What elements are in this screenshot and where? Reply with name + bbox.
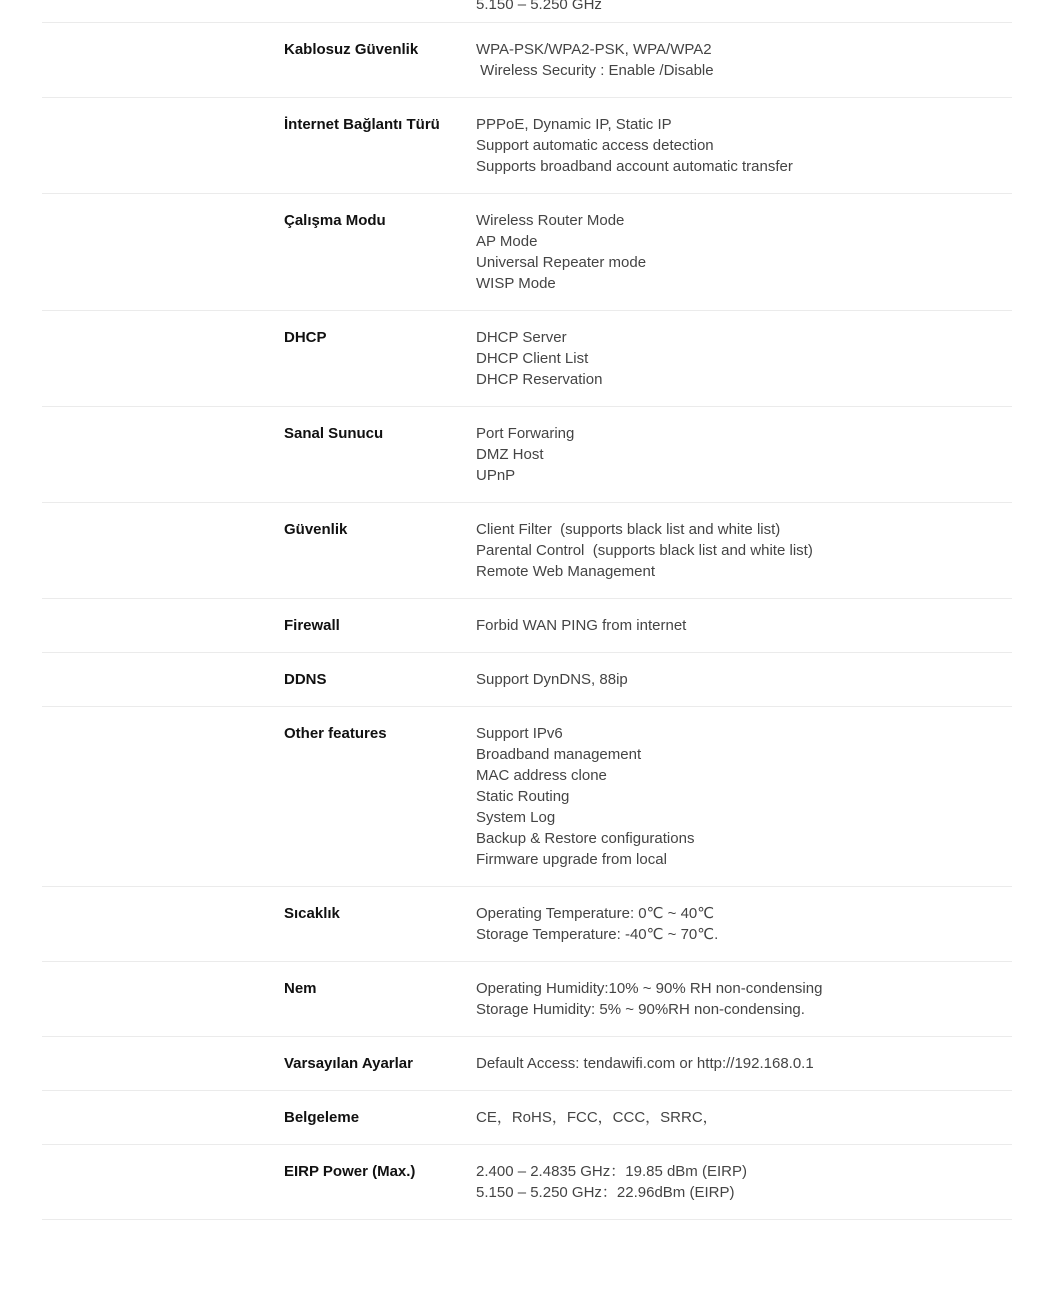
spec-row (42, 1091, 1012, 1145)
spec-value-line: Support DynDNS, 88ip (476, 671, 628, 688)
spec-row (42, 311, 1012, 407)
spec-values (476, 723, 1012, 870)
spec-value-line: Parental Control (supports black list and white list) (476, 542, 813, 559)
spec-label: Güvenlik (284, 521, 348, 538)
spec-value-line: Broadband management (476, 746, 642, 763)
spec-values (476, 1053, 1012, 1074)
spec-value-line: WISP Mode (476, 275, 556, 292)
spec-label: Kablosuz Güvenlik (284, 41, 419, 58)
spec-value-line: Port Forwaring (476, 425, 575, 442)
spec-value-partial: 5.150 – 5.250 GHz (476, 0, 602, 13)
spec-row (42, 599, 1012, 653)
spec-row (42, 98, 1012, 194)
spec-values (476, 669, 1012, 690)
spec-row (42, 1037, 1012, 1091)
spec-value-line: Universal Repeater mode (476, 254, 647, 271)
spec-value-line: PPPoE, Dynamic IP, Static IP (476, 116, 672, 133)
spec-label: İnternet Bağlantı Türü (284, 116, 440, 133)
spec-values (476, 903, 1012, 945)
spec-label: Varsayılan Ayarlar (284, 1055, 413, 1072)
spec-value-line: Default Access: tendawifi.com or http://192.168.0.1 (476, 1055, 814, 1072)
spec-values (476, 615, 1012, 636)
spec-label: DHCP (284, 329, 327, 346)
spec-label: Sanal Sunucu (284, 425, 384, 442)
spec-label: Firewall (284, 617, 340, 634)
spec-values (476, 1161, 1012, 1203)
spec-values (476, 978, 1012, 1020)
spec-label: Nem (284, 980, 317, 997)
spec-row (42, 887, 1012, 962)
spec-row (42, 1145, 1012, 1220)
spec-value-line: 2.400 – 2.4835 GHz：19.85 dBm (EIRP) (476, 1163, 747, 1180)
spec-values (476, 327, 1012, 390)
spec-value-line: Storage Temperature: -40℃ ~ 70℃. (476, 926, 719, 943)
spec-value-line: Forbid WAN PING from internet (476, 617, 687, 634)
spec-row (42, 194, 1012, 311)
spec-row (42, 707, 1012, 887)
spec-table (42, 0, 1012, 1220)
spec-value-line: Operating Humidity:10% ~ 90% RH non-condensing (476, 980, 823, 997)
spec-value-line: Wireless Security : Enable /Disable (476, 62, 714, 79)
spec-value-line: UPnP (476, 467, 516, 484)
spec-label: Belgeleme (284, 1109, 360, 1126)
spec-row (42, 407, 1012, 503)
spec-value-line: Support IPv6 (476, 725, 563, 742)
spec-value-line: System Log (476, 809, 556, 826)
spec-row (42, 503, 1012, 599)
spec-values (476, 114, 1012, 177)
spec-value-line: DHCP Server (476, 329, 567, 346)
spec-value-line: AP Mode (476, 233, 538, 250)
spec-value-line: Wireless Router Mode (476, 212, 625, 229)
spec-values (476, 519, 1012, 582)
spec-value-line: DHCP Client List (476, 350, 589, 367)
spec-value-line: Static Routing (476, 788, 570, 805)
spec-row (42, 23, 1012, 98)
spec-row (42, 653, 1012, 707)
spec-value-line: DHCP Reservation (476, 371, 603, 388)
spec-label: DDNS (284, 671, 327, 688)
spec-rows (42, 23, 1012, 1220)
spec-values (476, 210, 1012, 294)
spec-values (476, 1107, 1012, 1128)
spec-value-line: Supports broadband account automatic transfer (476, 158, 793, 175)
spec-value-line: Client Filter (supports black list and white list) (476, 521, 781, 538)
spec-values (476, 39, 1012, 81)
spec-values (476, 423, 1012, 486)
spec-label: Other features (284, 725, 387, 742)
spec-value-line: Storage Humidity: 5% ~ 90%RH non-condensing. (476, 1001, 805, 1018)
spec-value-line: Operating Temperature: 0℃ ~ 40℃ (476, 905, 715, 922)
spec-value-line: Support automatic access detection (476, 137, 714, 154)
spec-value-line: WPA-PSK/WPA2-PSK, WPA/WPA2 (476, 41, 712, 58)
spec-label: EIRP Power (Max.) (284, 1163, 416, 1180)
spec-row-partial (42, 0, 1012, 23)
spec-row (42, 962, 1012, 1037)
spec-value-line: CE，RoHS，FCC，CCC，SRRC， (476, 1109, 718, 1126)
spec-value-line: MAC address clone (476, 767, 607, 784)
spec-label: Sıcaklık (284, 905, 340, 922)
spec-value-line: Remote Web Management (476, 563, 655, 580)
spec-value-line: Firmware upgrade from local (476, 851, 667, 868)
spec-label: Çalışma Modu (284, 212, 386, 229)
spec-value-line: 5.150 – 5.250 GHz：22.96dBm (EIRP) (476, 1184, 735, 1201)
spec-value-line: DMZ Host (476, 446, 544, 463)
spec-value-line: Backup & Restore configurations (476, 830, 695, 847)
